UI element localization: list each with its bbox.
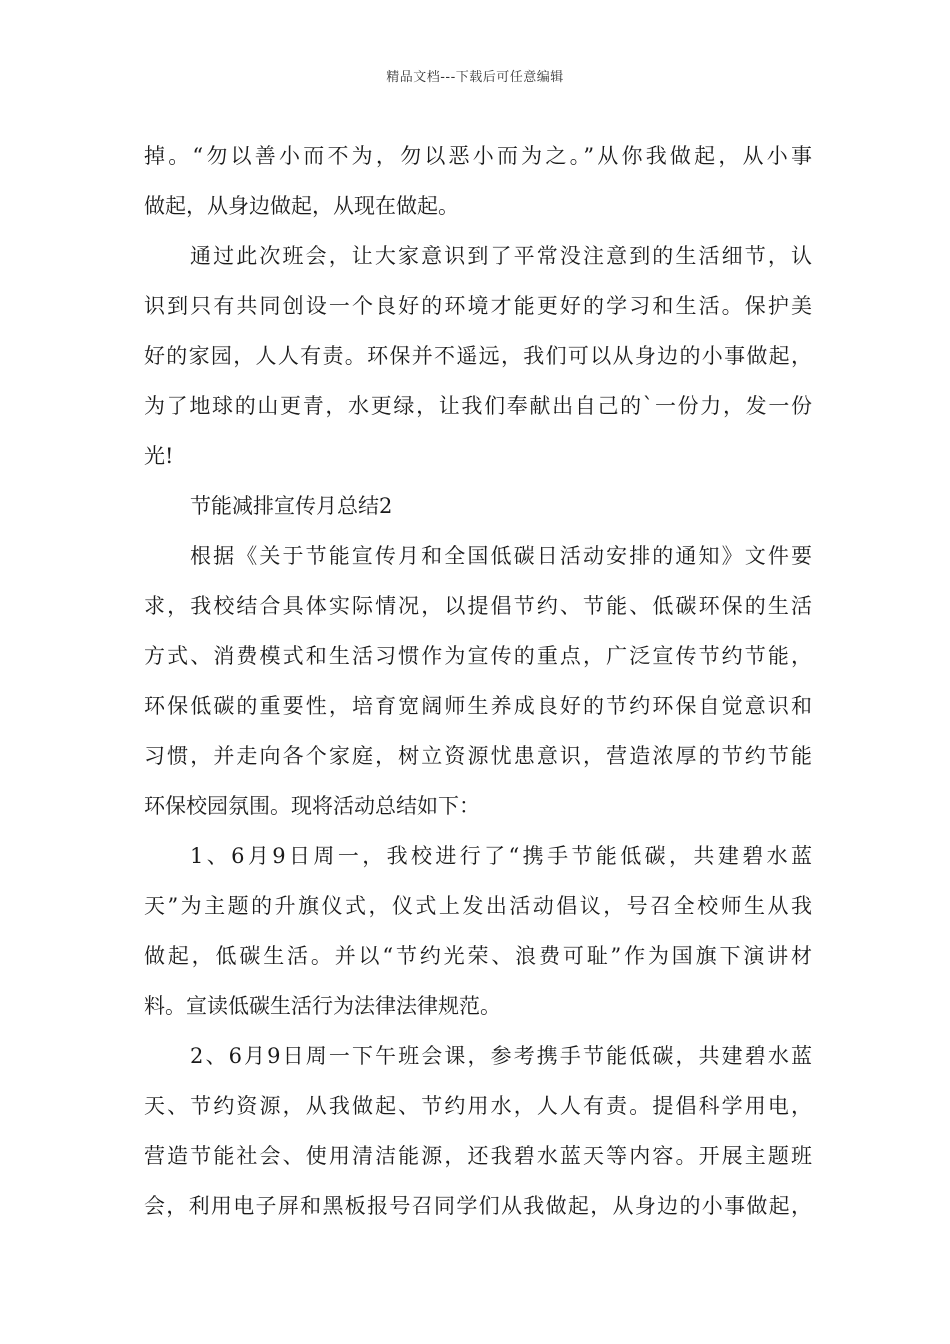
text-line: 掉。“勿以善小而不为，勿以恶小而为之。”从你我做起，从小事 (144, 144, 812, 168)
section-heading: 节能减排宣传月总结2 (190, 494, 393, 518)
page-header: 精品文档---下载后可任意编辑 (386, 70, 564, 85)
text-line: 方式、消费模式和生活习惯作为宣传的重点，广泛宣传节约节能， (144, 644, 812, 668)
paragraph-first-line: 根据《关于节能宣传月和全国低碳日活动安排的通知》文件要 (190, 544, 812, 568)
text-line: 光! (144, 444, 174, 468)
text-line: 做起，低碳生活。并以“节约光荣、浪费可耻”作为国旗下演讲材 (144, 944, 812, 968)
text-line: 会，利用电子屏和黑板报号召同学们从我做起，从身边的小事做起， (144, 1194, 812, 1218)
paragraph-first-line: 1、6月9日周一，我校进行了“携手节能低碳，共建碧水蓝 (190, 844, 812, 868)
text-line: 天、节约资源，从我做起、节约用水，人人有责。提倡科学用电， (144, 1094, 812, 1118)
text-line: 天”为主题的升旗仪式，仪式上发出活动倡议，号召全校师生从我 (144, 894, 812, 918)
text-line: 环保低碳的重要性，培育宽阔师生养成良好的节约环保自觉意识和 (144, 694, 812, 718)
text-line: 做起，从身边做起，从现在做起。 (144, 194, 459, 218)
document-body (144, 131, 812, 1231)
paragraph-first-line: 2、6月9日周一下午班会课，参考携手节能低碳，共建碧水蓝 (190, 1044, 812, 1068)
text-line: 求，我校结合具体实际情况，以提倡节约、节能、低碳环保的生活 (144, 594, 812, 618)
text-line: 料。宣读低碳生活行为法律法律规范。 (144, 994, 501, 1018)
text-line: 环保校园氛围。现将活动总结如下： (144, 794, 480, 818)
text-line: 习惯，并走向各个家庭，树立资源忧患意识，营造浓厚的节约节能 (144, 744, 812, 768)
text-line: 识到只有共同创设一个良好的环境才能更好的学习和生活。保护美 (144, 294, 812, 318)
paragraph-first-line: 通过此次班会，让大家意识到了平常没注意到的生活细节，认 (190, 244, 812, 268)
text-line: 营造节能社会、使用清洁能源，还我碧水蓝天等内容。开展主题班 (144, 1144, 812, 1168)
text-line: 好的家园，人人有责。环保并不遥远，我们可以从身边的小事做起， (144, 344, 812, 368)
text-line: 为了地球的山更青，水更绿，让我们奉献出自己的`一份力，发一份 (144, 394, 812, 418)
